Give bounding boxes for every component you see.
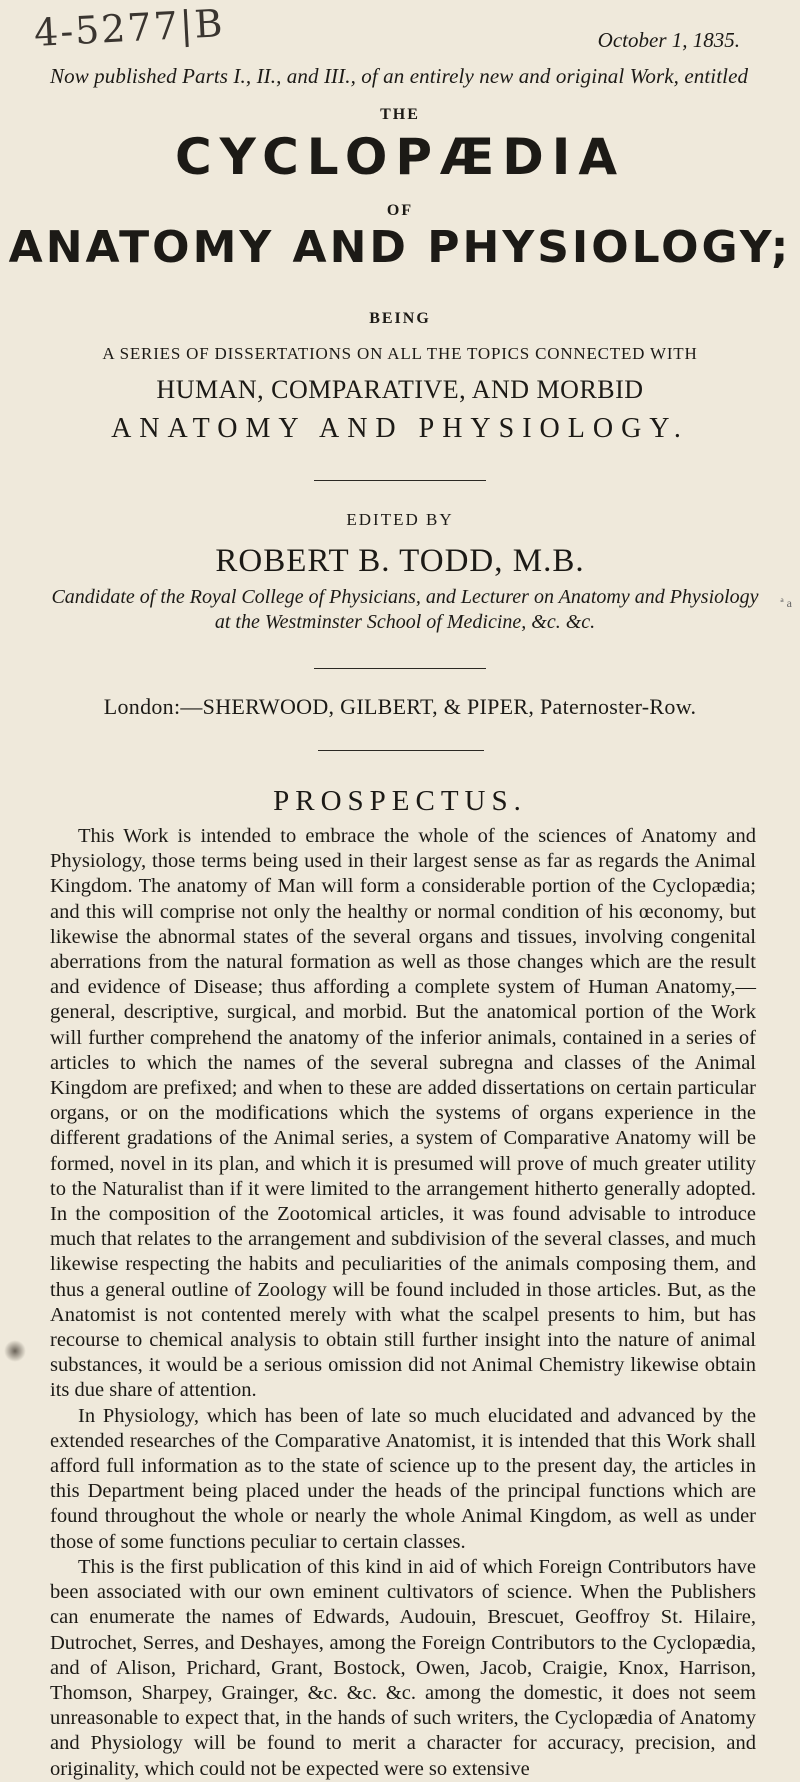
paper-blemish [4, 1340, 26, 1362]
paragraph: In Physiology, which has been of late so much elucidated and advanced by the extended researches of the Comparative Anatomist, it is intended that this Work shall afford full information as to the state of science up to the present day, the articles in this Department being placed under the heads of the principal functions which are found throughout the whole or nearly the whole Animal Kingdom, as well as under those of some functions peculiar to certain classes. [50, 1404, 756, 1553]
title-cyclopaedia: CYCLOPÆDIA [174, 128, 626, 186]
handwritten-catalogue-number: 4-5277|B [32, 1, 226, 55]
word-being: BEING [369, 310, 431, 327]
prospectus-body [50, 824, 756, 1782]
divider-rule [318, 750, 484, 751]
title-anatomy-physiology: ANATOMY AND PHYSIOLOGY; [8, 222, 792, 273]
dateline: October 1, 1835. [597, 28, 740, 52]
intro-line: Now published Parts I., II., and III., of an entirely new and original Work, entitled [50, 64, 749, 88]
margin-mark: ª a [780, 596, 792, 610]
paragraph: This is the first publication of this kind in aid of which Foreign Contributors have been associated with our own eminent cultivators of science. When the Publishers can enumerate the names of Edwards, Audouin, Brescuet, Geoffroy St. Hilaire, Dutrochet, Serres, and Deshayes, among the Foreign Contributors to the Cyclopædia, and of Alison, Prichard, Grant, Bostock, Owen, Jacob, Craigie, Knox, Harrison, Thomson, Sharpey, Grainger, &c. &c. &c. among the domestic, it does not seem unreasonable to expect that, in the hands of such writers, the Cyclopædia of Anatomy and Physiology will be found to merit a character for accuracy, precision, and originality, which could not be expected were so extensive [50, 1555, 756, 1780]
edited-by: EDITED BY [346, 510, 454, 529]
word-of: OF [386, 202, 414, 219]
human-comparative-line: HUMAN, COMPARATIVE, AND MORBID [156, 375, 644, 404]
editor-name: ROBERT B. TODD, M.B. [215, 543, 585, 579]
word-the: THE [380, 106, 420, 123]
editor-description: Candidate of the Royal College of Physicians, and Lecturer on Anatomy and Physiology at the Westminster School of Medicine, &c. &c. [51, 586, 759, 633]
paragraph: This Work is intended to embrace the whole of the sciences of Anatomy and Physiology, those terms being used in their largest sense as far as regards the Animal Kingdom. The anatomy of Man will form a considerable portion of the Cyclopædia; and this will comprise not only the healthy or normal condition of his œconomy, but likewise the abnormal states of the several organs and tissues, involving congenital aberrations from the natural formation as well as those changes which are the result and evidence of Disease; thus affording a complete system of Human Anatomy,—general, descriptive, surgical, and morbid. But the anatomical portion of the Work will further comprehend the anatomy of the inferior animals, contained in a series of articles to which the names of the several subregna and classes of the Animal Kingdom are prefixed; and when to these are added dissertations on certain particular organs, or on the modifications which the systems of organs experience in the different gradations of the Animal series, a system of Comparative Anatomy will be formed, novel in its plan, and which it is presumed will prove of much greater utility to the Naturalist than if it were limited to the arrangement hitherto generally adopted. In the composition of the Zootomical articles, it was found advisable to introduce much that relates to the arrangement and subdivision of the several classes, and much likewise respecting the habits and peculiarities of the animals composing them, and thus a general outline of Zoology will be found included in those articles. But, as the Anatomist is not contented merely with what the scalpel presents to him, but has recourse to chemical analysis to obtain still further insight into the nature of animal substances, it would be a serious omission did not Animal Chemistry likewise obtain its due share of attention. [50, 825, 756, 1402]
divider-rule [314, 668, 486, 669]
anatomy-physiology-line: ANATOMY AND PHYSIOLOGY. [111, 413, 689, 444]
publisher-line: London:—SHERWOOD, GILBERT, & PIPER, Paternoster-Row. [103, 694, 697, 719]
prospectus-heading: PROSPECTUS. [273, 785, 527, 817]
series-line: A SERIES OF DISSERTATIONS ON ALL THE TOPICS CONNECTED WITH [102, 344, 698, 363]
divider-rule [314, 480, 486, 481]
